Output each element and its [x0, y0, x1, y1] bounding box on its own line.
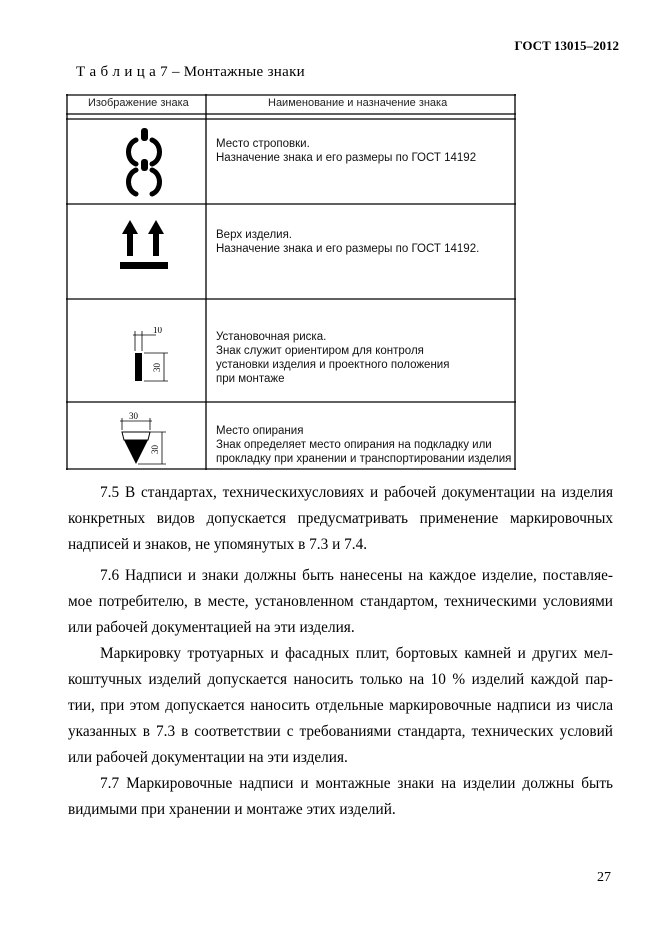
support-point-icon [108, 408, 178, 468]
alignment-mark-icon [122, 327, 174, 383]
alignment-dim-width: 10 [153, 327, 162, 335]
paragraph-7-5-text: 7.5 В стандартах, техническихусловиях и рабочей документации на изделия конкретных видов допускается предусматривать применение маркировочных надписей и знаков, не упомянутых в 7.3 и 7.4. [68, 484, 613, 553]
row-4-line-3: прокладку при хранении и транспортировании изделия [216, 453, 512, 465]
paragraph-marking-text: Маркировку тротуарных и фасадных плит, бортовых камней и других мел-коштучных изделий допускается наносить только на 10 % изделий каждой пар-тии, при этом допускается наносить отдельные маркировочные надписи из числа указанных в 7.3 в соответствии с требованиями стандарта, технических условий или рабочей документации на эти изделия. [68, 645, 613, 766]
row-1-line-2: Назначение знака и его размеры по ГОСТ 14192 [216, 152, 477, 164]
top-arrows-icon [120, 218, 170, 270]
row-2-line-2: Назначение знака и его размеры по ГОСТ 14192. [216, 243, 480, 255]
row-3-line-2: Знак служит ориентиром для контроля [216, 345, 424, 357]
row-3-line-3: установки изделия и проектного положения [216, 359, 450, 371]
row-3-line-4: при монтаже [216, 373, 285, 385]
paragraph-7-6 [68, 563, 613, 641]
paragraph-7-5 [68, 480, 613, 558]
row-2-line-1: Верх изделия. [216, 229, 293, 241]
support-dim-width: 30 [129, 411, 138, 421]
row-1-line-1: Место строповки. [216, 138, 310, 150]
column-header-image: Изображение знака [88, 97, 189, 109]
paragraph-7-7 [68, 771, 613, 823]
chain-lift-icon [124, 126, 164, 200]
document-code: ГОСТ 13015–2012 [514, 38, 619, 53]
mounting-signs-table [66, 94, 516, 470]
page-number: 27 [597, 870, 611, 885]
paragraph-7-7-text: 7.7 Маркировочные надписи и монтажные знаки на изделии должны быть видимыми при хранении и монтаже этих изделий. [68, 775, 613, 818]
table-title: Т а б л и ц а 7 – Монтажные знаки [76, 64, 305, 80]
row-3-description [216, 330, 516, 386]
alignment-dim-height: 30 [152, 363, 162, 372]
row-4-line-2: Знак определяет место опирания на подкладку или [216, 439, 492, 451]
column-header-description: Наименование и назначение знака [268, 97, 448, 109]
row-2-description [216, 228, 516, 256]
paragraph-7-6-text: 7.6 Надписи и знаки должны быть нанесены на каждое изделие, поставляе-мое потребителю, в месте, установленном стандартом, техническими условиями или рабочей документацией на эти изделия. [68, 567, 613, 636]
row-4-description [216, 424, 516, 466]
paragraph-marking [68, 641, 613, 771]
row-1-description [216, 137, 516, 165]
row-3-line-1: Установочная риска. [216, 331, 327, 343]
row-4-line-1: Место опирания [216, 425, 304, 437]
support-dim-height: 30 [150, 445, 160, 454]
